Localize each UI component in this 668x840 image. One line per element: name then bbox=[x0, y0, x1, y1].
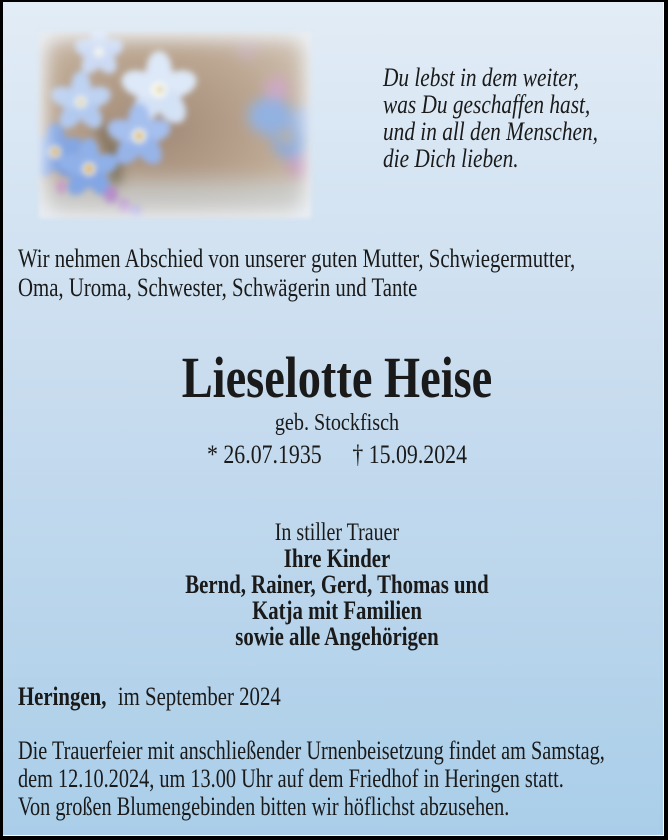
funeral-info bbox=[18, 737, 605, 821]
maiden-name: geb. Stockfisch bbox=[274, 410, 400, 436]
verse-line: die Dich lieben. bbox=[383, 144, 519, 173]
verse-line: Du lebst in dem weiter, bbox=[383, 63, 580, 92]
verse-line: was Du geschaffen hast, bbox=[383, 90, 591, 119]
verse-line: und in all den Menschen, bbox=[383, 117, 598, 146]
memorial-verse bbox=[383, 64, 598, 172]
flowers-illustration bbox=[39, 32, 311, 218]
birth-date: * 26.07.1935 bbox=[207, 440, 322, 469]
dateline-place: Heringen, bbox=[18, 682, 107, 711]
mourning-lead: In stiller Trauer bbox=[274, 519, 400, 546]
dateline bbox=[18, 682, 281, 712]
mourner-line: sowie alle Angehörigen bbox=[235, 622, 439, 651]
mourner-line: Bernd, Rainer, Gerd, Thomas und bbox=[185, 570, 489, 599]
dateline-date: im September 2024 bbox=[117, 682, 281, 711]
mourners-block bbox=[70, 520, 604, 650]
deceased-name: Lieselotte Heise bbox=[181, 345, 493, 410]
death-date: † 15.09.2024 bbox=[352, 440, 467, 469]
intro-line: Oma, Uroma, Schwester, Schwägerin und Tante bbox=[18, 273, 418, 302]
life-dates bbox=[56, 440, 617, 470]
funeral-line: Von großen Blumengebinden bitten wir höflichst abzusehen. bbox=[18, 792, 510, 821]
forget-me-not-photo bbox=[39, 32, 311, 218]
farewell-intro bbox=[18, 244, 575, 302]
funeral-line: Die Trauerfeier mit anschließender Urnenbeisetzung findet am Samstag, bbox=[18, 736, 605, 765]
mourner-line: Ihre Kinder bbox=[283, 544, 391, 573]
funeral-line: dem 12.10.2024, um 13.00 Uhr auf dem Friedhof in Heringen statt. bbox=[18, 764, 564, 793]
intro-line: Wir nehmen Abschied von unserer guten Mutter, Schwiegermutter, bbox=[18, 244, 576, 273]
mourner-line: Katja mit Familien bbox=[252, 596, 422, 625]
